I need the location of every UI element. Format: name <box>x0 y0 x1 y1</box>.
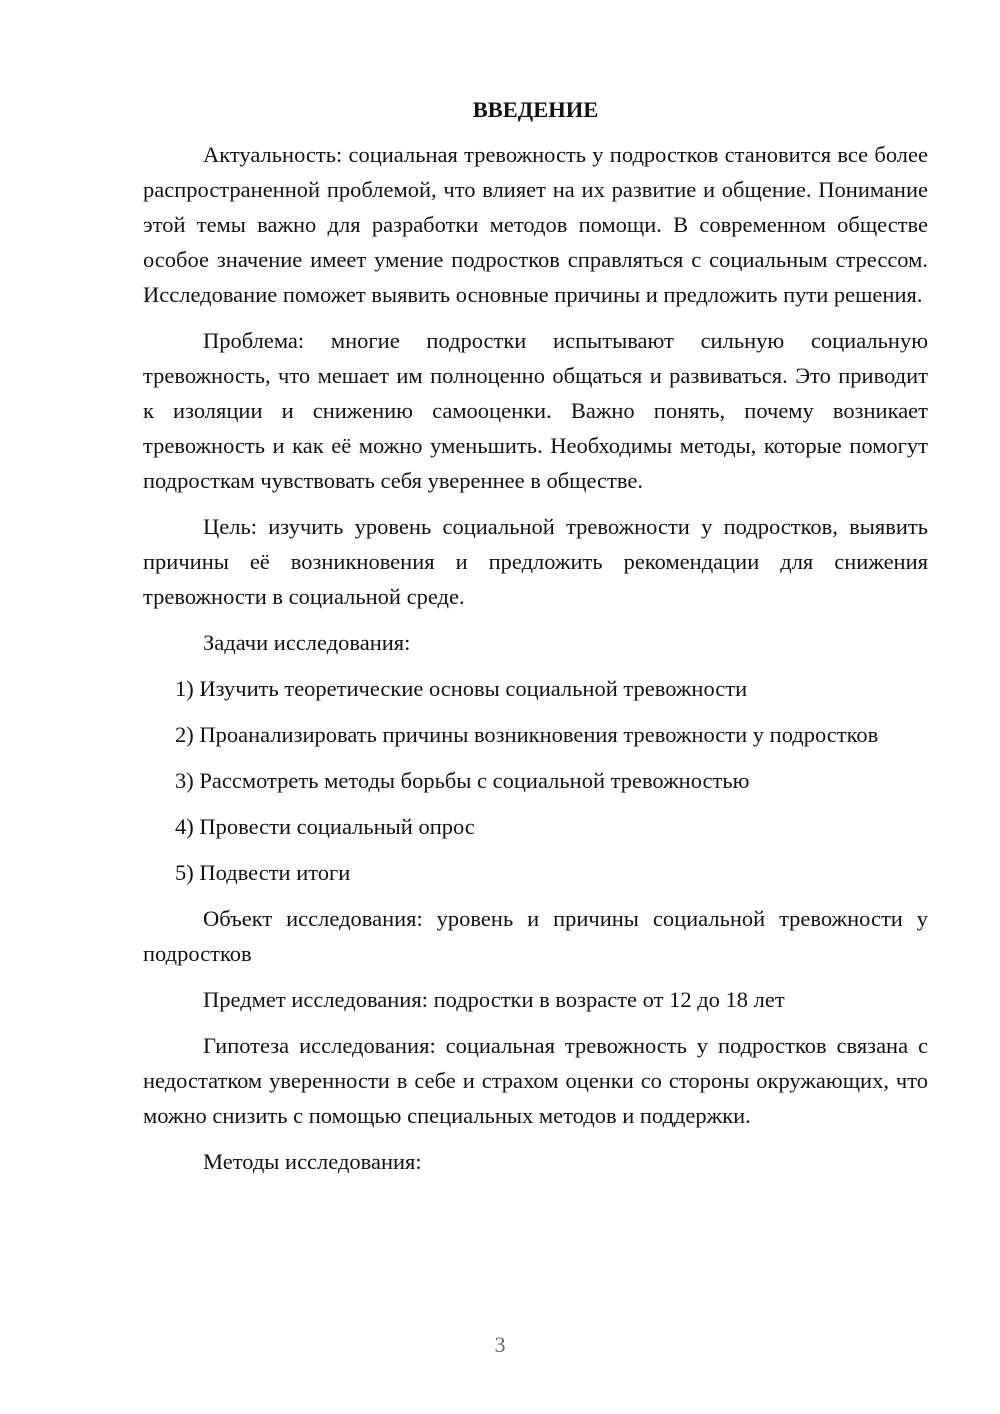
document-title: ВВЕДЕНИЕ <box>472 97 599 122</box>
task-item-4: 4) Провести социальный опрос <box>175 814 475 839</box>
relevance-paragraph: Актуальность: социальная тревожность у подростков становится все более распространенной проблемой, что влияет на их развитие и общение. Понимание этой темы важно для разработки методов помощи. В современном обществе особое значение имеет умение подростков справляться с социальным стрессом. Исследование поможет выявить основные причины и предложить пути решения. <box>143 142 928 307</box>
methods-heading: Методы исследования: <box>203 1149 422 1174</box>
object-paragraph: Объект исследования: уровень и причины социальной тревожности у подростков <box>143 906 928 966</box>
subject-paragraph: Предмет исследования: подростки в возрасте от 12 до 18 лет <box>203 987 785 1012</box>
tasks-heading: Задачи исследования: <box>203 630 411 655</box>
hypothesis-paragraph: Гипотеза исследования: социальная тревожность у подростков связана с недостатком уверенности в себе и страхом оценки со стороны окружающих, что можно снизить с помощью специальных методов и поддержки. <box>143 1033 928 1128</box>
task-item-1: 1) Изучить теоретические основы социальной тревожности <box>175 676 748 701</box>
task-item-2: 2) Проанализировать причины возникновения тревожности у подростков <box>175 722 879 747</box>
document-page <box>143 92 928 1190</box>
problem-paragraph: Проблема: многие подростки испытывают сильную социальную тревожность, что мешает им полноценно общаться и развиваться. Это приводит к изоляции и снижению самооценки. Важно понять, почему возникает тревожность и как её можно уменьшить. Необходимы методы, которые помогут подросткам чувствовать себя увереннее в обществе. <box>143 328 928 493</box>
page-number: 3 <box>494 1332 506 1357</box>
task-item-3: 3) Рассмотреть методы борьбы с социальной тревожностью <box>175 768 750 793</box>
task-item-5: 5) Подвести итоги <box>175 860 351 885</box>
goal-paragraph: Цель: изучить уровень социальной тревожности у подростков, выявить причины её возникновения и предложить рекомендации для снижения тревожности в социальной среде. <box>143 514 928 609</box>
